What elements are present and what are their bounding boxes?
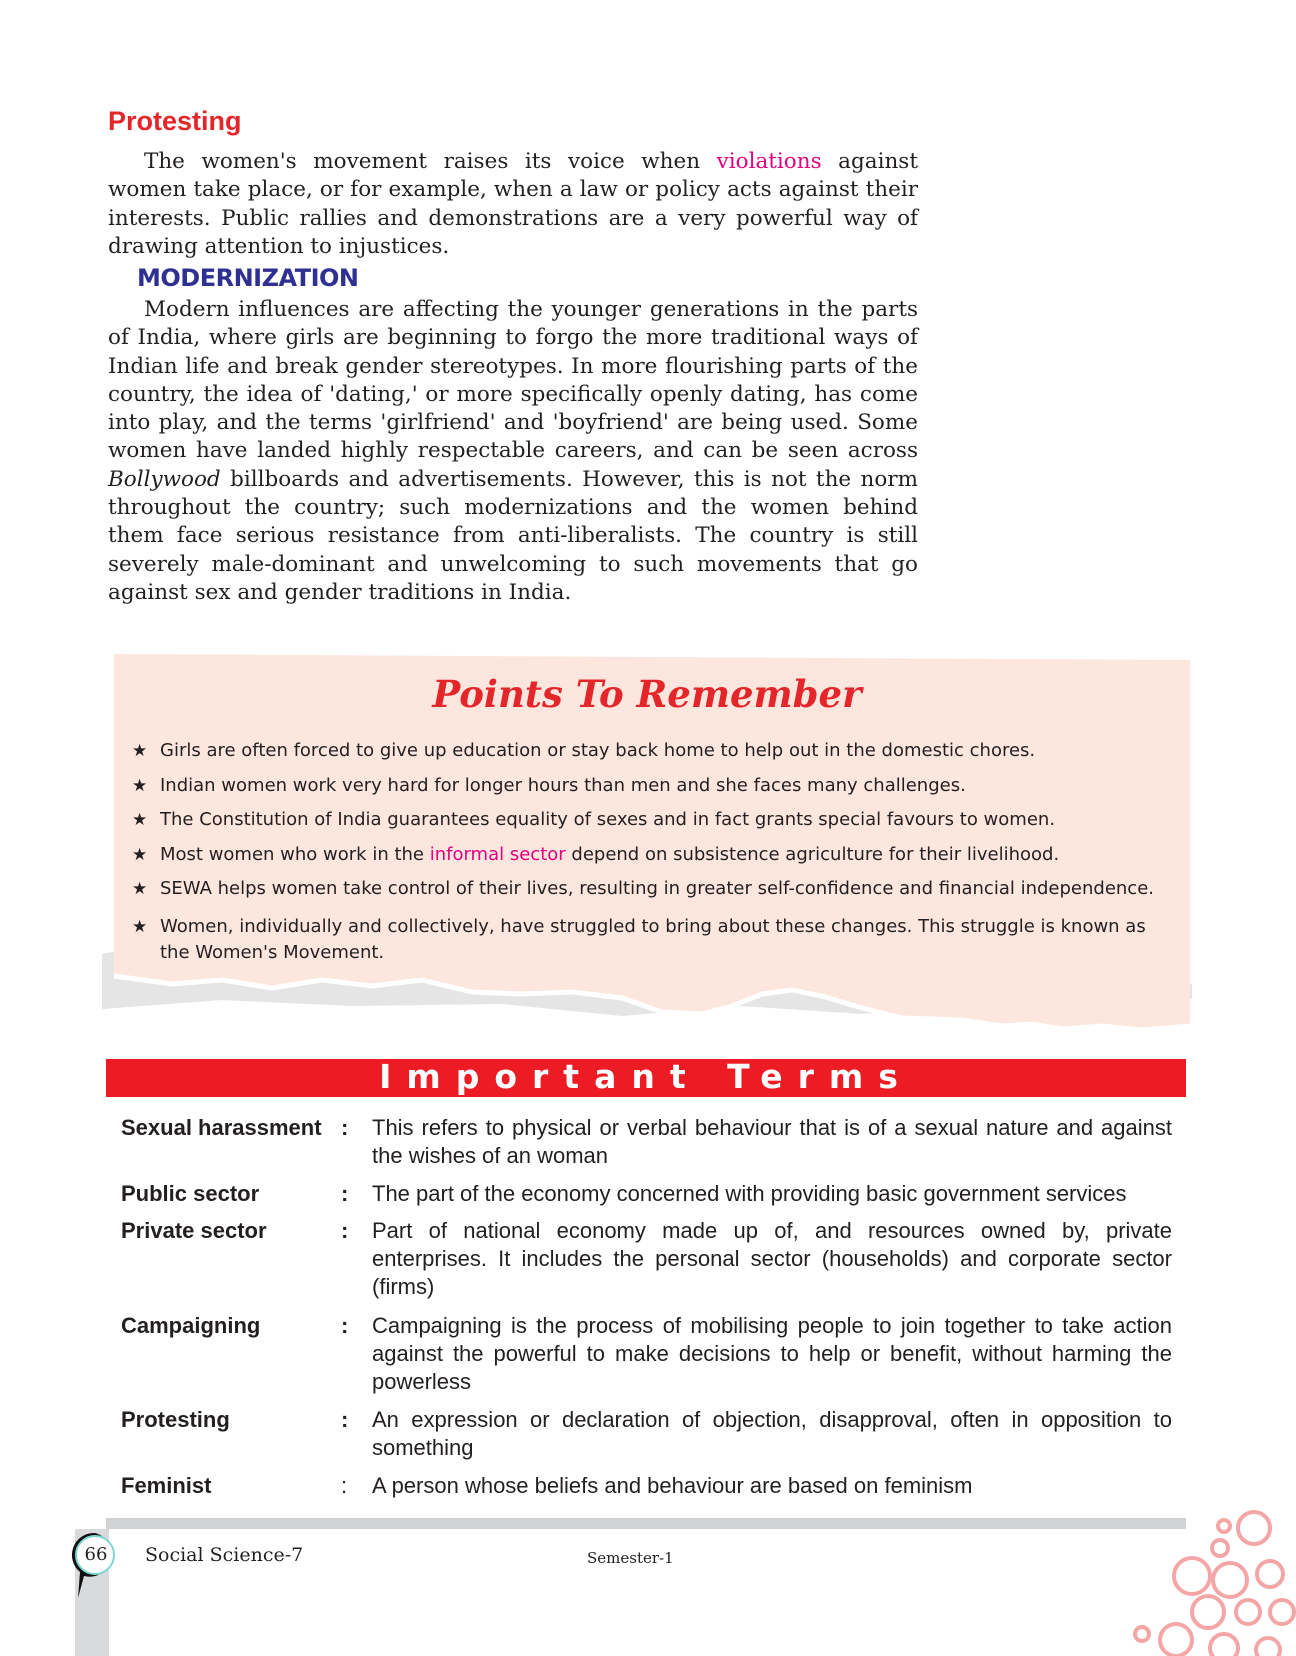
glossary-link-informal-sector[interactable]: informal sector xyxy=(429,843,566,865)
term-name: Protesting xyxy=(121,1407,230,1432)
term-name: Sexual harassment xyxy=(121,1115,322,1140)
list-item xyxy=(132,773,1172,799)
modernization-text-start: Modern influences are affecting the younger generations in the parts of India, where girls are beginning to forgo the more traditional ways of Indian life and break gender stereotypes. In more flourishing parts of the country, the idea of 'dating,' or more specifically openly dating, has come into play, and the terms 'girlfriend' and 'boyfriend' are being used. Some women have landed highly respectable careers, and can be seen across xyxy=(108,297,918,464)
point-text: Girls are often forced to give up education or stay back home to help out in the domestic chores. xyxy=(160,740,1036,761)
term-definition: Campaigning is the process of mobilising people to join together to take action against the powerful to make decisions to help or benefit, without harming the powerless xyxy=(372,1313,1172,1394)
points-to-remember-title: Points To Remember xyxy=(432,672,862,716)
deco-circle xyxy=(1218,1520,1230,1532)
deco-circle xyxy=(1212,1540,1228,1556)
modernization-paragraph xyxy=(108,296,918,607)
deco-circle xyxy=(1257,1561,1283,1587)
term-definition: The part of the economy concerned with providing basic government services xyxy=(372,1181,1127,1206)
deco-circle xyxy=(1256,1638,1280,1656)
term-name: Feminist xyxy=(121,1473,212,1498)
page-number: 66 xyxy=(84,1544,108,1565)
term-separator: : xyxy=(341,1181,349,1206)
modernization-italic-term: Bollywood xyxy=(108,466,221,492)
section-heading-protesting: Protesting xyxy=(108,106,242,136)
deco-circle xyxy=(1213,1563,1247,1597)
term-separator: : xyxy=(341,1218,349,1243)
deco-circle xyxy=(1160,1624,1192,1656)
points-list xyxy=(132,738,1172,975)
point-text-start: Most women who work in the xyxy=(160,843,430,865)
term-name: Campaigning xyxy=(121,1313,261,1338)
term-name: Private sector xyxy=(121,1218,267,1243)
deco-circle xyxy=(1270,1600,1294,1624)
star-icon: ★ xyxy=(132,917,148,937)
point-text: Women, individually and collectively, have struggled to bring about these changes. This struggle is known as the Women's Movement. xyxy=(160,916,1146,963)
star-icon: ★ xyxy=(132,879,148,899)
star-icon: ★ xyxy=(132,741,148,761)
important-terms-title: Important Terms xyxy=(379,1057,913,1096)
list-item xyxy=(132,842,1172,868)
deco-circle xyxy=(1210,1634,1238,1656)
section-heading-modernization: MODERNIZATION xyxy=(137,264,359,292)
point-text-end: depend on subsistence agriculture for their livelihood. xyxy=(565,843,1060,865)
footer-book-title: Social Science-7 xyxy=(145,1544,304,1566)
term-definition: An expression or declaration of objection, disapproval, often in opposition to something xyxy=(372,1407,1172,1460)
protesting-text-end: against women take place, or for example, when a law or policy acts against their interests. Public rallies and demonstrations are a very powerful way of drawing attention to injustices. xyxy=(108,149,918,259)
term-separator: : xyxy=(341,1473,348,1498)
glossary-link-violations[interactable]: violations xyxy=(716,149,822,174)
star-icon: ★ xyxy=(132,775,148,796)
list-item xyxy=(132,738,1172,764)
point-text: Indian women work very hard for longer hours than men and she faces many challenges. xyxy=(160,774,966,796)
term-separator: : xyxy=(341,1313,349,1338)
deco-circle xyxy=(1135,1627,1149,1641)
term-definition: A person whose beliefs and behaviour are based on feminism xyxy=(372,1473,973,1498)
protesting-text-start: The women's movement raises its voice when xyxy=(144,149,717,174)
deco-circle xyxy=(1236,1600,1260,1624)
modernization-text-end: billboards and advertisements. However, this is not the norm throughout the country; such modernizations and the women behind them face serious resistance from anti-liberalists. The country is still severely male-dominant and unwelcoming to such movements that go against sex and gender traditions in India. xyxy=(108,466,918,605)
footer-semester: Semester-1 xyxy=(587,1549,674,1567)
protesting-paragraph xyxy=(108,148,918,261)
list-item xyxy=(132,914,1172,966)
list-item xyxy=(132,876,1172,902)
deco-circle xyxy=(1174,1558,1210,1594)
term-name: Public sector xyxy=(121,1181,260,1206)
deco-circle xyxy=(1192,1596,1224,1628)
page-number-badge-icon xyxy=(70,1530,120,1600)
decorative-circles-icon xyxy=(1120,1500,1296,1656)
star-icon: ★ xyxy=(132,810,148,830)
term-separator: : xyxy=(341,1407,349,1432)
list-item xyxy=(132,807,1172,833)
term-definition: Part of national economy made up of, and resources owned by, private enterprises. It includes the personal sector (households) and corporate sector (firms) xyxy=(372,1218,1172,1299)
point-text: SEWA helps women take control of their lives, resulting in greater self-confidence and financial independence. xyxy=(160,878,1154,899)
term-separator: : xyxy=(341,1115,349,1140)
term-definition: This refers to physical or verbal behaviour that is of a sexual nature and against the wishes of an woman xyxy=(372,1115,1172,1168)
footer-divider xyxy=(106,1518,1186,1529)
point-text: The Constitution of India guarantees equality of sexes and in fact grants special favours to women. xyxy=(160,809,1056,830)
deco-circle xyxy=(1238,1512,1270,1544)
star-icon: ★ xyxy=(132,844,148,865)
